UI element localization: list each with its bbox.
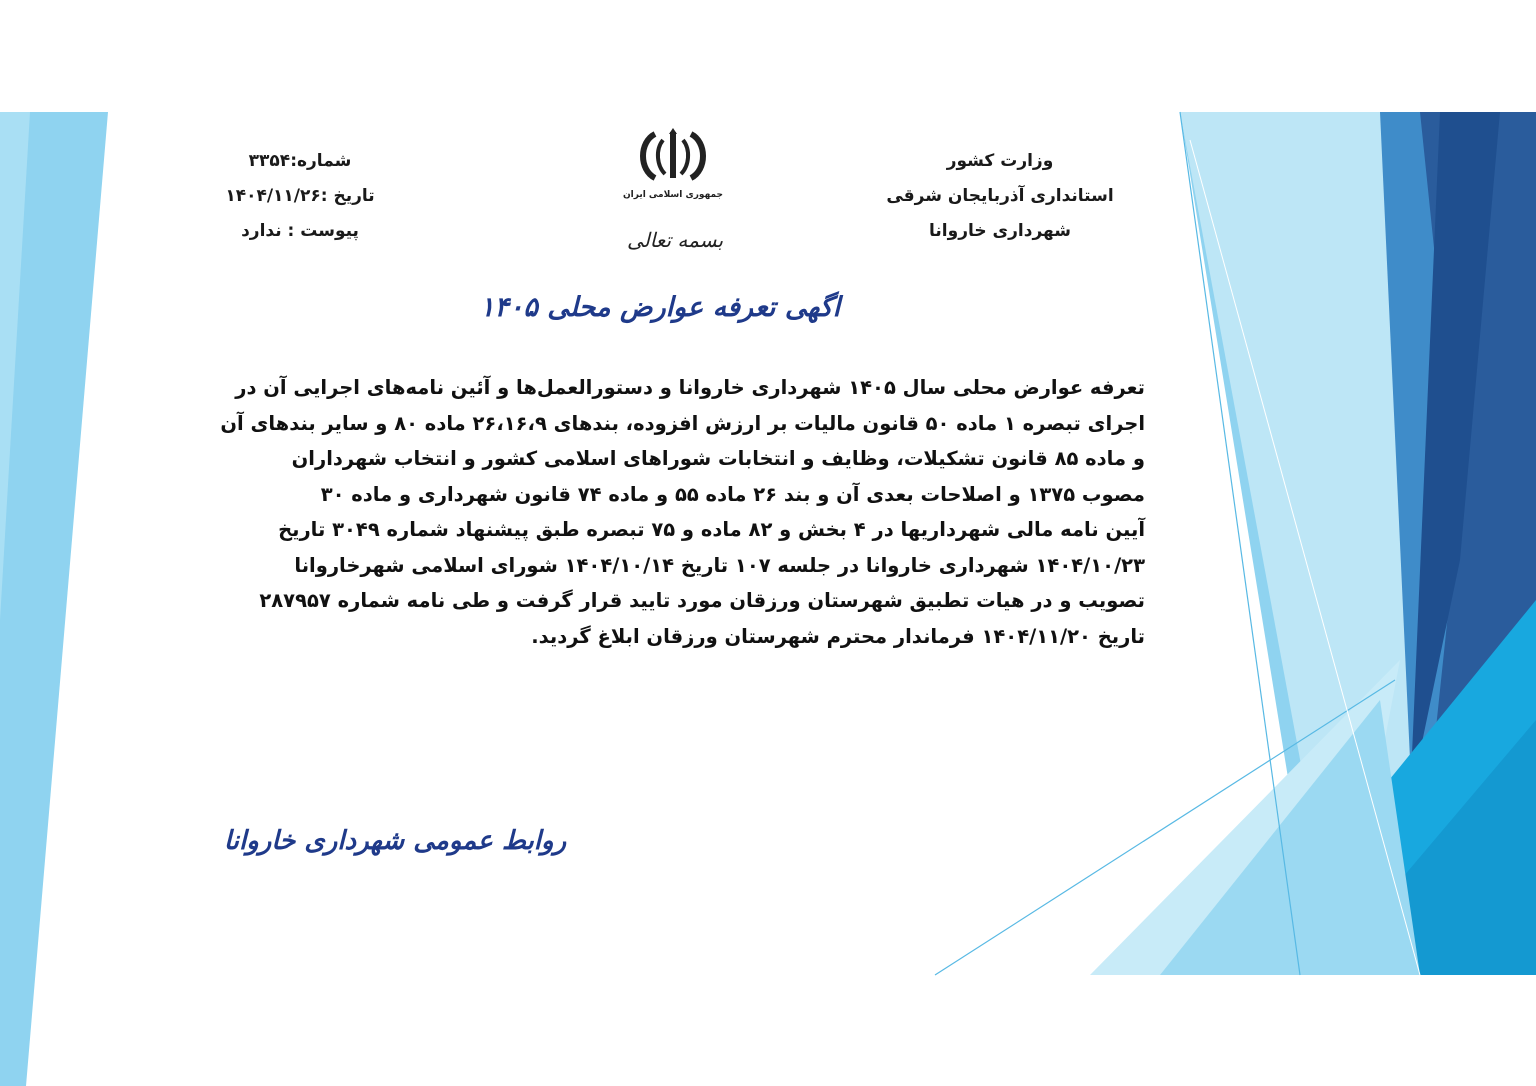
announcement-body (185, 370, 1145, 654)
municipality-name: شهرداری خاروانا (929, 221, 1071, 241)
emblem-icon (633, 128, 713, 184)
letter-date: تاریخ :۱۴۰۴/۱۱/۲۶ (225, 186, 375, 206)
reference-block (200, 144, 400, 249)
body-line: تاریخ ۱۴۰۴/۱۱/۲۰ فرماندار محترم شهرستان ورزقان ابلاغ گردید. (531, 624, 1145, 648)
body-line: ۱۴۰۴/۱۰/۲۳ شهرداری خاروانا در جلسه ۱۰۷ تاریخ ۱۴۰۴/۱۰/۱۴ شورای اسلامی شهرخاروانا (294, 553, 1145, 577)
province-name: استانداری آذربایجان شرقی (886, 186, 1114, 206)
ministry-name: وزارت کشور (946, 151, 1054, 171)
iran-emblem (618, 128, 728, 200)
body-line: تعرفه عوارض محلی سال ۱۴۰۵ شهرداری خاروانا و دستورالعمل‌ها و آئین نامه‌های اجرایی آن در (235, 376, 1145, 399)
body-line: آیین نامه مالی شهرداریها در ۴ بخش و ۸۲ ماده و ۷۵ تبصره طبق پیشنهاد شماره ۳۰۴۹ تاریخ (278, 518, 1145, 541)
letter-attachment: پیوست : ندارد (241, 221, 359, 241)
body-line: و ماده ۸۵ قانون تشکیلات، وظایف و انتخابات شوراهای اسلامی کشور و انتخاب شهرداران (291, 447, 1145, 470)
body-line: تصویب و در هیات تطبیق شهرستان ورزقان مورد تایید قرار گرفت و طی نامه شماره ۲۸۷۹۵۷ (259, 589, 1145, 612)
country-caption: جمهوری اسلامی ایران (622, 190, 724, 200)
public-relations-signature: روابط عمومی شهرداری خاروانا (223, 826, 567, 856)
page-title: اگهی تعرفه عوارض محلی ۱۴۰۵ (479, 292, 841, 323)
body-line: مصوب ۱۳۷۵ و اصلاحات بعدی آن و بند ۲۶ ماده ۵۵ و ماده ۷۴ قانون شهرداری و ماده ۳۰ (320, 482, 1145, 506)
letter-number: شماره:۳۳۵۴ (248, 151, 352, 171)
bismillah: بسمه تعالی (626, 228, 724, 252)
body-line: اجرای تبصره ۱ ماده ۵۰ قانون مالیات بر ارزش افزوده، بندهای ۲۶،۱۶،۹ ماده ۸۰ و سایر بندهای آن (220, 411, 1145, 435)
issuer-block (860, 144, 1140, 249)
